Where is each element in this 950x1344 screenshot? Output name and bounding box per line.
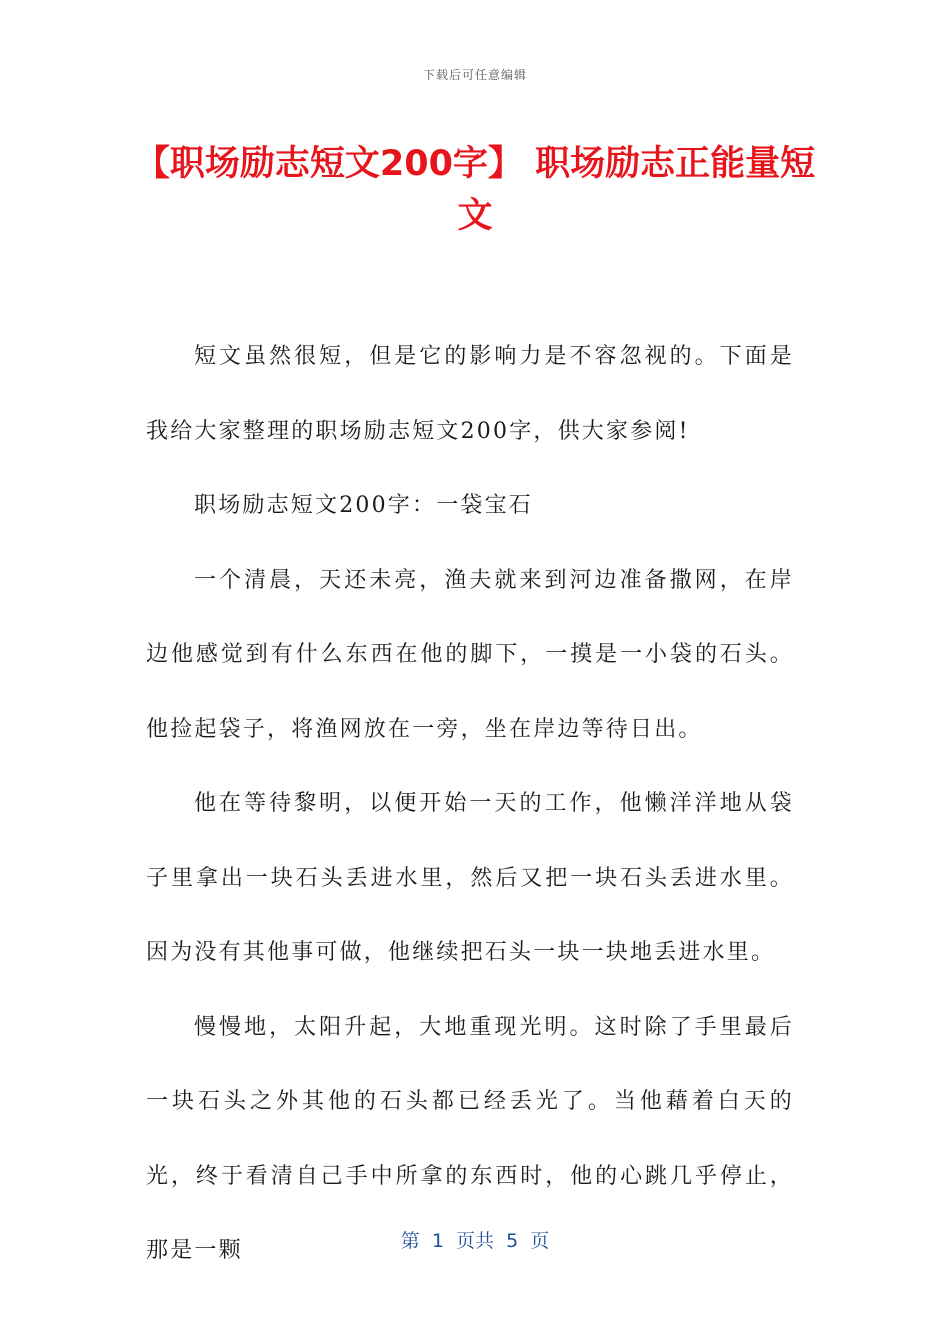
body-text xyxy=(146,320,794,1289)
page-number-footer: 第 1 页共 5 页 xyxy=(400,1230,550,1252)
paragraph-story-2: 他在等待黎明，以便开始一天的工作，他懒洋洋地从袋子里拿出一块石头丢进水里，然后又把一块石头丢进水里。因为没有其他事可做，他继续把石头一块一块地丢进水里。 xyxy=(146,791,794,965)
paragraph-intro: 短文虽然很短，但是它的影响力是不容忽视的。下面是我给大家整理的职场励志短文200字，供大家参阅! xyxy=(146,344,794,444)
page-title: 【职场励志短文200字】 职场励志正能量短文 xyxy=(134,144,816,236)
paragraph-subtitle: 职场励志短文200字：一袋宝石 xyxy=(194,493,533,518)
paragraph-story-1: 一个清晨，天还未亮，渔夫就来到河边准备撒网，在岸边他感觉到有什么东西在他的脚下，一摸是一小袋的石头。他捡起袋子，将渔网放在一旁，坐在岸边等待日出。 xyxy=(146,567,794,742)
paragraph-story-3: 慢慢地，太阳升起，大地重现光明。这时除了手里最后一块石头之外其他的石头都已经丢光了。当他藉着白天的光，终于看清自己手中所拿的东西时，他的心跳几乎停止，那是一颗 xyxy=(146,1014,794,1263)
header-note: 下载后可任意编辑 xyxy=(422,68,527,82)
